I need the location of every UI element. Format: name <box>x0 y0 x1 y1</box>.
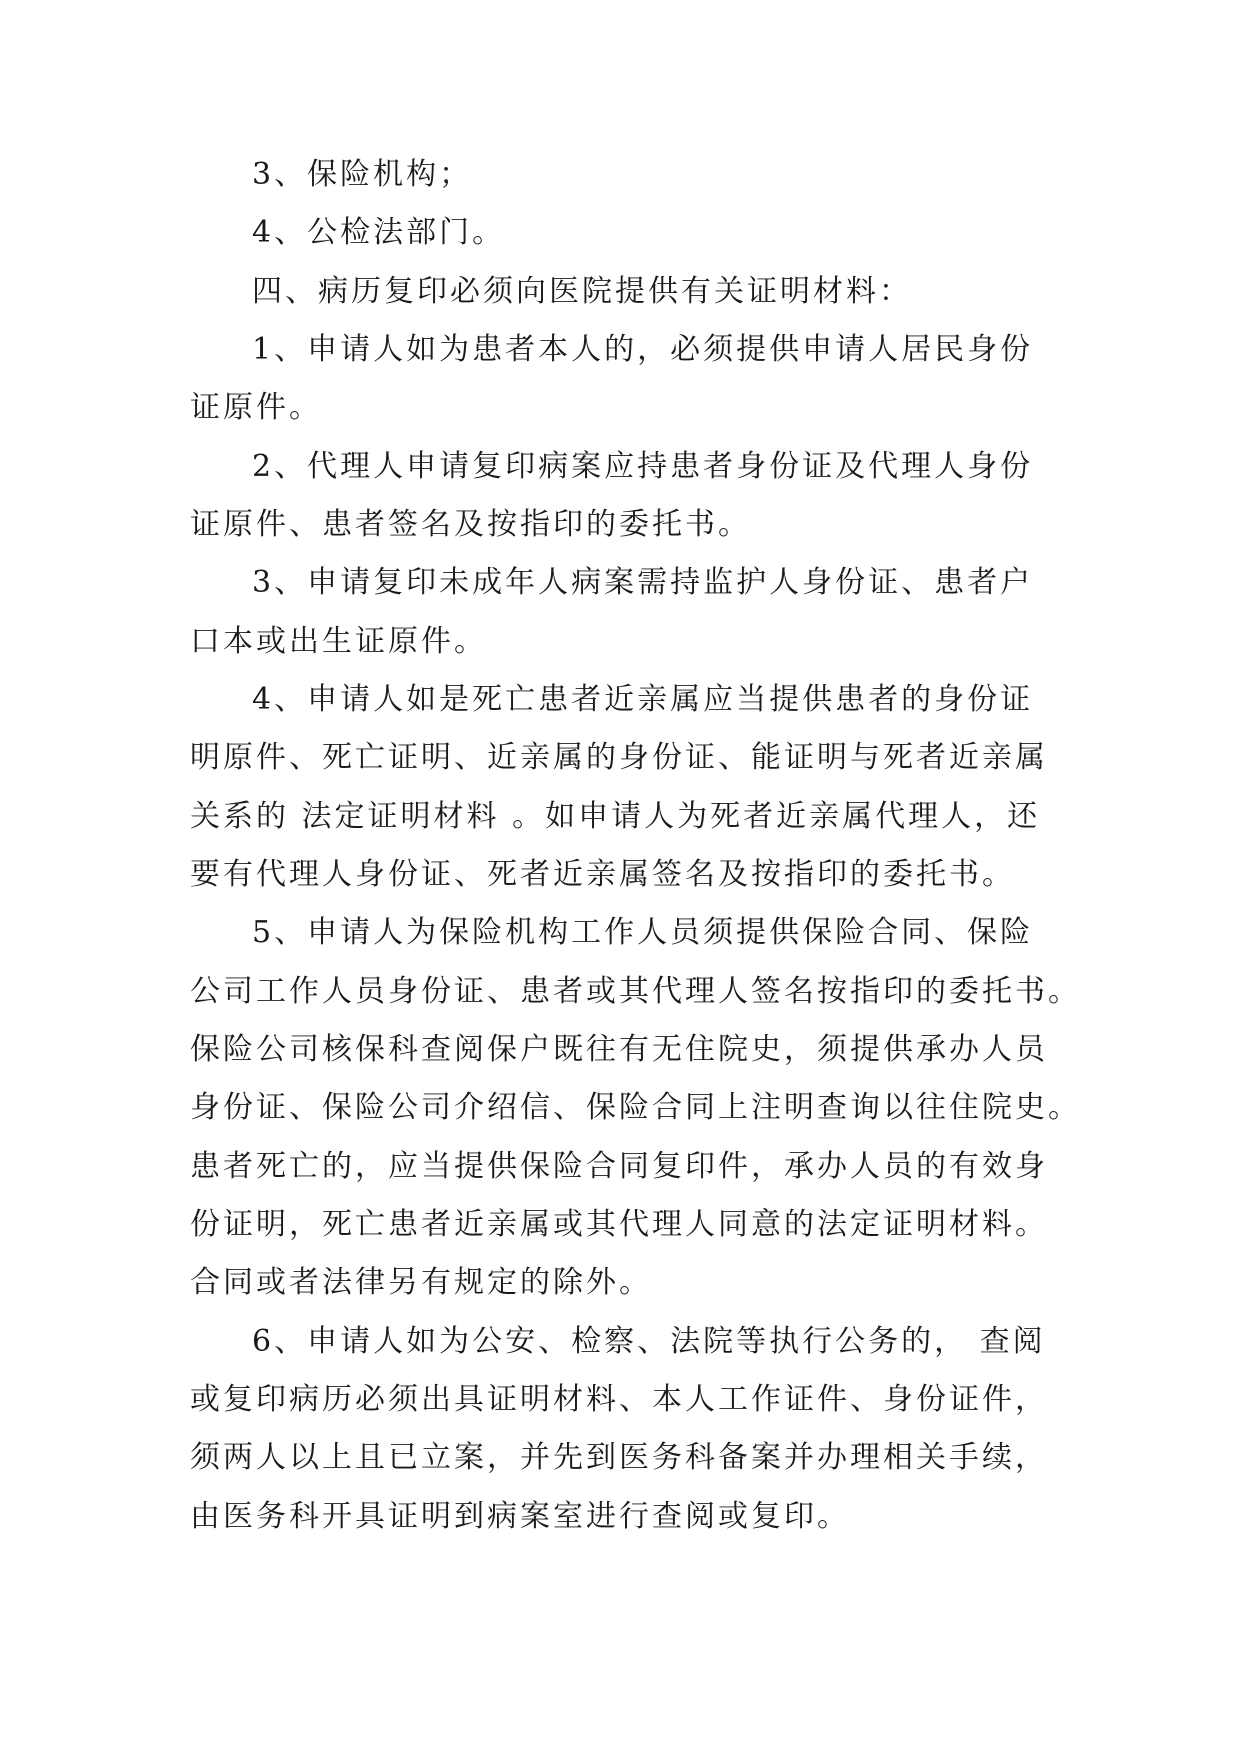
paragraph-line: 5、申请人为保险机构工作人员须提供保险合同、保险 <box>252 915 1034 950</box>
paragraph-line: 3、保险机构； <box>252 157 473 192</box>
paragraph-line: 须两人以上且已立案，并先到医务科备案并办理相关手续， <box>190 1440 1048 1475</box>
paragraph-line: 4、公检法部门。 <box>252 215 506 250</box>
paragraph-line: 合同或者法律另有规定的除外。 <box>190 1265 652 1300</box>
paragraph-line: 份证明，死亡患者近亲属或其代理人同意的法定证明材料。 <box>190 1207 1048 1242</box>
paragraph-line: 要有代理人身份证、死者近亲属签名及按指印的委托书。 <box>190 857 1015 892</box>
paragraph-line: 3、申请复印未成年人病案需持监护人身份证、患者户 <box>252 565 1034 600</box>
paragraph-line: 4、申请人如是死亡患者近亲属应当提供患者的身份证 <box>252 682 1034 717</box>
paragraph-line: 2、代理人申请复印病案应持患者身份证及代理人身份 <box>252 449 1034 484</box>
paragraph-line: 关系的 法定证明材料 。如申请人为死者近亲属代理人，还 <box>190 799 1041 834</box>
paragraph-line: 1、申请人如为患者本人的，必须提供申请人居民身份 <box>252 332 1034 367</box>
paragraph-line: 由医务科开具证明到病案室进行查阅或复印。 <box>190 1499 850 1534</box>
paragraph-line: 身份证、保险公司介绍信、保险合同上注明查询以往住院史。 <box>190 1090 1081 1125</box>
paragraph-line: 证原件。 <box>190 390 322 425</box>
paragraph-line: 证原件、患者签名及按指印的委托书。 <box>190 507 751 542</box>
paragraph-line: 公司工作人员身份证、患者或其代理人签名按指印的委托书。 <box>190 974 1081 1009</box>
paragraph-line: 明原件、死亡证明、近亲属的身份证、能证明与死者近亲属 <box>190 740 1048 775</box>
section-heading: 四、病历复印必须向医院提供有关证明材料： <box>252 274 912 309</box>
paragraph-line: 或复印病历必须出具证明材料、本人工作证件、身份证件， <box>190 1382 1048 1417</box>
paragraph-line: 口本或出生证原件。 <box>190 624 487 659</box>
paragraph-line: 患者死亡的，应当提供保险合同复印件，承办人员的有效身 <box>190 1149 1048 1184</box>
paragraph-line: 保险公司核保科查阅保户既往有无住院史，须提供承办人员 <box>190 1032 1048 1067</box>
paragraph-line: 6、申请人如为公安、检察、法院等执行公务的， 查阅 <box>252 1324 1046 1359</box>
